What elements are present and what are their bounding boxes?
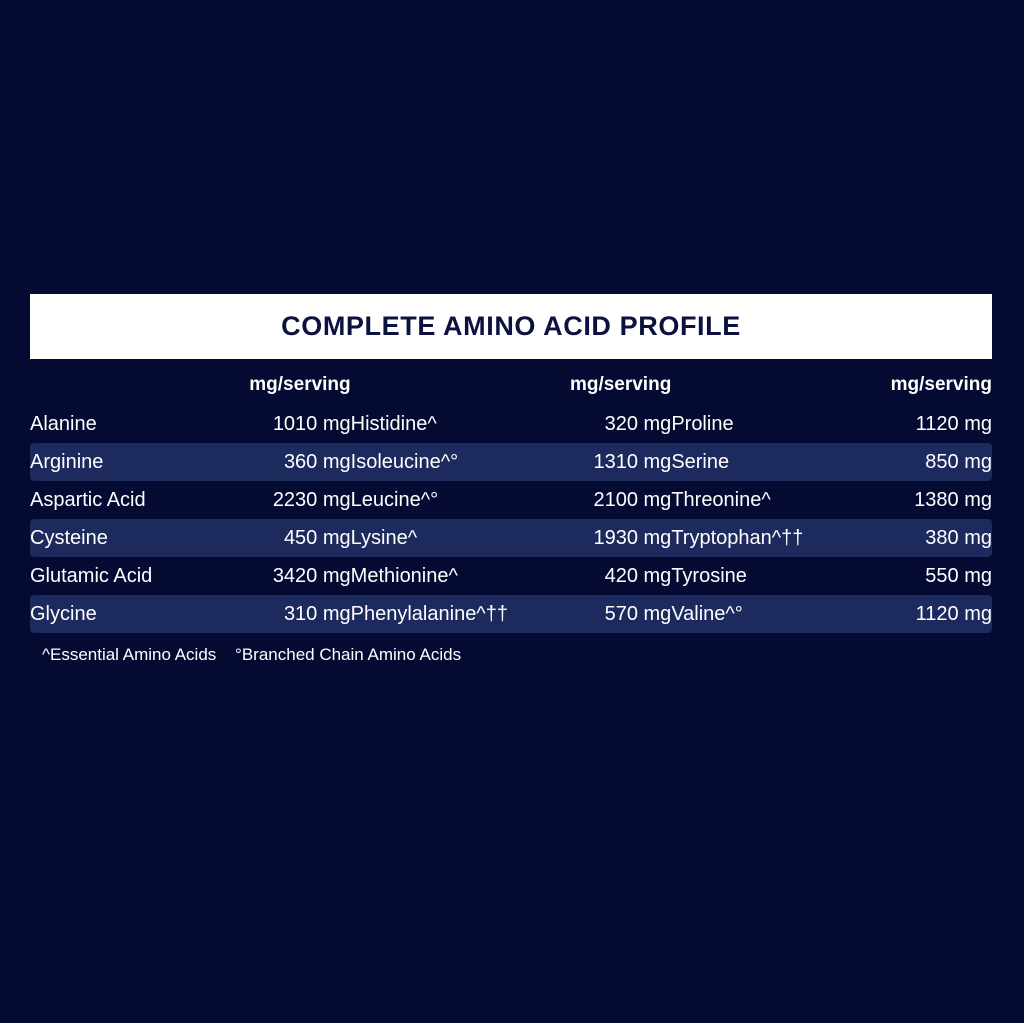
table-row xyxy=(30,481,992,519)
cell-amino-name: Cysteine xyxy=(30,519,195,557)
cell-amino-value: 1120 mg xyxy=(915,412,992,435)
column-header-units-1: mg/serving xyxy=(249,374,351,395)
cell-amino-value: 1380 mg xyxy=(914,488,992,511)
cell-amino-value: 550 mg xyxy=(925,564,992,587)
cell-amino-name: Proline xyxy=(671,412,734,435)
cell-amino-name: Histidine^ xyxy=(350,412,437,435)
cell-amino-value: 310 mg xyxy=(195,595,350,633)
cell-amino-value: 1930 mg xyxy=(516,519,671,557)
cell-amino-value: 420 mg xyxy=(604,564,672,587)
cell-amino-name: Tyrosine xyxy=(671,564,747,587)
footnote-essential: ^Essential Amino Acids xyxy=(42,645,217,664)
amino-acid-table xyxy=(30,359,992,633)
amino-acid-card xyxy=(30,294,992,665)
table-body xyxy=(30,405,992,633)
cell-amino-name: Lysine^ xyxy=(351,519,516,557)
table-row xyxy=(30,557,992,595)
cell-amino-name: Threonine^ xyxy=(671,488,771,511)
table-row xyxy=(30,595,992,633)
cell-amino-name: Alanine xyxy=(30,412,97,435)
cell-amino-value: 380 mg xyxy=(837,519,992,557)
table-header xyxy=(30,359,992,405)
cell-amino-value: 2230 mg xyxy=(272,488,351,511)
cell-amino-value: 1120 mg xyxy=(837,595,992,633)
table-row xyxy=(30,443,992,481)
cell-amino-value: 360 mg xyxy=(195,443,350,481)
cell-amino-name: Isoleucine^° xyxy=(351,443,516,481)
column-header-name-2 xyxy=(351,359,516,405)
footnote-bcaa: °Branched Chain Amino Acids xyxy=(235,645,462,664)
cell-amino-name: Glutamic Acid xyxy=(30,564,153,587)
cell-amino-value: 450 mg xyxy=(195,519,350,557)
page-title: COMPLETE AMINO ACID PROFILE xyxy=(281,311,741,341)
cell-amino-value: 3420 mg xyxy=(272,564,351,587)
cell-amino-name: Leucine^° xyxy=(350,488,439,511)
table-row xyxy=(30,519,992,557)
cell-amino-name: Arginine xyxy=(30,443,195,481)
cell-amino-name: Serine xyxy=(671,443,836,481)
cell-amino-value: 2100 mg xyxy=(593,488,672,511)
cell-amino-value: 1010 mg xyxy=(272,412,351,435)
cell-amino-name: Glycine xyxy=(30,595,195,633)
card-title-bar xyxy=(30,294,992,359)
cell-amino-value: 850 mg xyxy=(837,443,992,481)
cell-amino-value: 570 mg xyxy=(516,595,671,633)
cell-amino-name: Phenylalanine^†† xyxy=(351,595,516,633)
table-row xyxy=(30,405,992,443)
footnotes xyxy=(30,645,992,665)
cell-amino-name: Methionine^ xyxy=(350,564,458,587)
column-header-units-3: mg/serving xyxy=(890,374,992,395)
cell-amino-name: Valine^° xyxy=(671,595,836,633)
cell-amino-name: Tryptophan^†† xyxy=(671,519,836,557)
table-header-row xyxy=(30,359,992,405)
cell-amino-value: 1310 mg xyxy=(516,443,671,481)
cell-amino-value: 320 mg xyxy=(604,412,672,435)
column-header-units-2: mg/serving xyxy=(569,374,672,395)
column-header-name-1 xyxy=(30,359,195,405)
column-header-name-3 xyxy=(671,359,836,405)
cell-amino-name: Aspartic Acid xyxy=(30,488,146,511)
